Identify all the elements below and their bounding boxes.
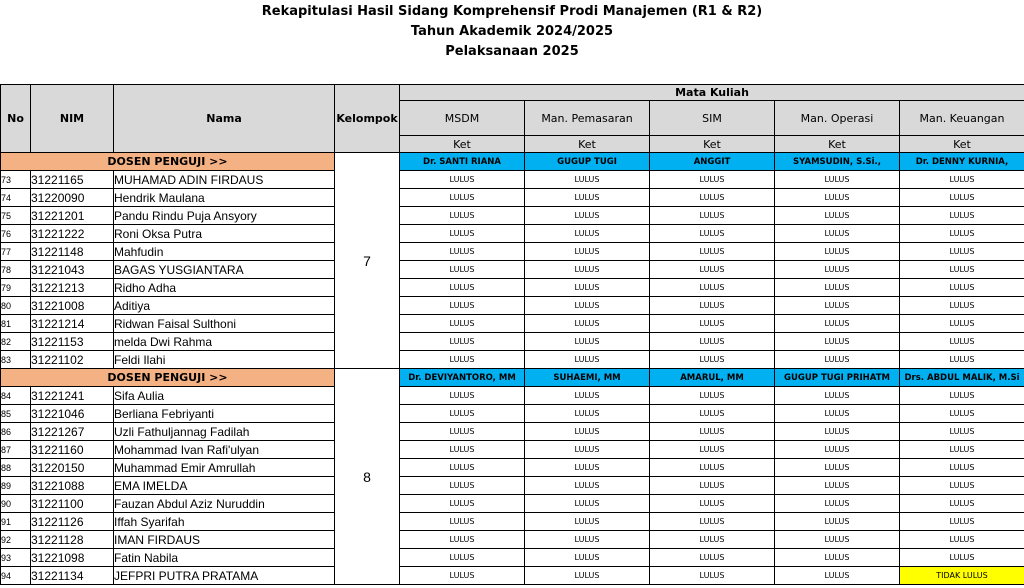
result-status: LULUS <box>775 495 900 513</box>
result-status: LULUS <box>525 189 650 207</box>
table-row <box>1 207 1024 225</box>
row-number: 89 <box>1 477 31 495</box>
result-status: LULUS <box>900 441 1024 459</box>
result-status: LULUS <box>525 459 650 477</box>
row-number: 87 <box>1 441 31 459</box>
student-name: Aditiya <box>114 297 335 315</box>
report-title: Rekapitulasi Hasil Sidang Komprehensif Prodi Manajemen (R1 & R2) <box>261 4 763 19</box>
result-status: LULUS <box>900 171 1024 189</box>
table-row <box>1 459 1024 477</box>
result-status: LULUS <box>400 351 525 369</box>
result-status: LULUS <box>900 243 1024 261</box>
student-name: BAGAS YUSGIANTARA <box>114 261 335 279</box>
result-status: LULUS <box>400 189 525 207</box>
header-subject-keuangan: Man. Keuangan <box>900 101 1024 136</box>
table-row <box>1 495 1024 513</box>
student-nim: 31221153 <box>31 333 114 351</box>
result-status: LULUS <box>775 225 900 243</box>
table-row <box>1 189 1024 207</box>
result-status: LULUS <box>650 387 775 405</box>
dosen-penguji-name: SYAMSUDIN, S.Si., <box>775 153 900 171</box>
row-number: 75 <box>1 207 31 225</box>
dosen-penguji-name: GUGUP TUGI PRIHATM <box>775 369 900 387</box>
table-row <box>1 405 1024 423</box>
student-name: Mahfudin <box>114 243 335 261</box>
dosen-penguji-row <box>1 369 1024 387</box>
dosen-penguji-name: Drs. ABDUL MALIK, M.Si <box>900 369 1024 387</box>
student-name: Ridwan Faisal Sulthoni <box>114 315 335 333</box>
result-status: LULUS <box>650 531 775 549</box>
dosen-penguji-row <box>1 153 1024 171</box>
result-status: LULUS <box>900 459 1024 477</box>
row-number: 86 <box>1 423 31 441</box>
row-number: 76 <box>1 225 31 243</box>
result-status: LULUS <box>775 279 900 297</box>
header-ket: Ket <box>525 136 650 153</box>
row-number: 78 <box>1 261 31 279</box>
student-name: Mohammad Ivan Rafi'ulyan <box>114 441 335 459</box>
result-status: LULUS <box>775 333 900 351</box>
student-name: Sifa Aulia <box>114 387 335 405</box>
header-nim: NIM <box>31 85 114 153</box>
result-status: LULUS <box>650 189 775 207</box>
student-name: MUHAMAD ADIN FIRDAUS <box>114 171 335 189</box>
result-status: LULUS <box>650 225 775 243</box>
result-status: LULUS <box>650 333 775 351</box>
result-status: LULUS <box>400 549 525 567</box>
result-status: LULUS <box>400 225 525 243</box>
student-nim: 31220090 <box>31 189 114 207</box>
result-status: LULUS <box>900 333 1024 351</box>
result-status: LULUS <box>900 207 1024 225</box>
result-status: LULUS <box>400 495 525 513</box>
table-row <box>1 477 1024 495</box>
result-status: LULUS <box>525 495 650 513</box>
student-nim: 31221043 <box>31 261 114 279</box>
table-row <box>1 279 1024 297</box>
student-name: Pandu Rindu Puja Ansyory <box>114 207 335 225</box>
student-nim: 31221213 <box>31 279 114 297</box>
result-status: LULUS <box>775 567 900 585</box>
table-row <box>1 567 1024 585</box>
student-nim: 31221214 <box>31 315 114 333</box>
result-status: LULUS <box>525 333 650 351</box>
result-status: LULUS <box>650 513 775 531</box>
student-nim: 31221241 <box>31 387 114 405</box>
result-status: LULUS <box>525 387 650 405</box>
student-name: Feldi Ilahi <box>114 351 335 369</box>
student-nim: 31221098 <box>31 549 114 567</box>
result-status: LULUS <box>650 315 775 333</box>
result-status: LULUS <box>525 477 650 495</box>
result-status: LULUS <box>400 261 525 279</box>
result-status: LULUS <box>525 405 650 423</box>
result-status: LULUS <box>775 243 900 261</box>
result-status: LULUS <box>900 405 1024 423</box>
student-nim: 31221128 <box>31 531 114 549</box>
student-nim: 31221148 <box>31 243 114 261</box>
kelompok-number: 7 <box>335 153 400 369</box>
table-row <box>1 333 1024 351</box>
student-name: IMAN FIRDAUS <box>114 531 335 549</box>
header-subject-msdm: MSDM <box>400 101 525 136</box>
dosen-penguji-name: ANGGIT <box>650 153 775 171</box>
dosen-penguji-label: DOSEN PENGUJI >> <box>1 369 335 387</box>
result-status: LULUS <box>400 207 525 225</box>
result-status: LULUS <box>650 477 775 495</box>
result-status: LULUS <box>650 171 775 189</box>
result-status: LULUS <box>775 459 900 477</box>
student-name: melda Dwi Rahma <box>114 333 335 351</box>
result-status: LULUS <box>900 387 1024 405</box>
student-nim: 31221126 <box>31 513 114 531</box>
result-status: LULUS <box>400 279 525 297</box>
student-name: JEFPRI PUTRA PRATAMA <box>114 567 335 585</box>
result-status: LULUS <box>900 315 1024 333</box>
result-status: LULUS <box>525 513 650 531</box>
student-nim: 31221102 <box>31 351 114 369</box>
row-number: 85 <box>1 405 31 423</box>
row-number: 73 <box>1 171 31 189</box>
report-title-block <box>0 2 1024 62</box>
result-status: LULUS <box>400 387 525 405</box>
result-status: LULUS <box>400 567 525 585</box>
result-status: LULUS <box>775 513 900 531</box>
dosen-penguji-name: Dr. DENNY KURNIA, <box>900 153 1024 171</box>
student-nim: 31221046 <box>31 405 114 423</box>
result-status: LULUS <box>525 549 650 567</box>
result-status: LULUS <box>900 495 1024 513</box>
student-name: Hendrik Maulana <box>114 189 335 207</box>
dosen-penguji-name: AMARUL, MM <box>650 369 775 387</box>
result-status: LULUS <box>525 441 650 459</box>
header-kelompok: Kelompok <box>335 85 400 153</box>
table-row <box>1 531 1024 549</box>
result-status: LULUS <box>775 405 900 423</box>
row-number: 79 <box>1 279 31 297</box>
result-status: LULUS <box>775 549 900 567</box>
result-status: LULUS <box>900 423 1024 441</box>
student-nim: 31221088 <box>31 477 114 495</box>
result-status: LULUS <box>400 531 525 549</box>
table-row <box>1 225 1024 243</box>
student-nim: 31221165 <box>31 171 114 189</box>
student-name: Berliana Febriyanti <box>114 405 335 423</box>
result-status: LULUS <box>650 441 775 459</box>
result-status: LULUS <box>400 477 525 495</box>
header-ket: Ket <box>400 136 525 153</box>
student-name: Muhammad Emir Amrullah <box>114 459 335 477</box>
student-name: EMA IMELDA <box>114 477 335 495</box>
row-number: 81 <box>1 315 31 333</box>
result-status: LULUS <box>775 351 900 369</box>
result-status: LULUS <box>900 513 1024 531</box>
result-status: LULUS <box>650 567 775 585</box>
header-ket: Ket <box>650 136 775 153</box>
result-status: LULUS <box>775 441 900 459</box>
report-period: Pelaksanaan 2025 <box>445 44 579 59</box>
result-status: LULUS <box>650 423 775 441</box>
result-status: LULUS <box>650 351 775 369</box>
result-status: LULUS <box>525 243 650 261</box>
result-status: LULUS <box>400 405 525 423</box>
row-number: 83 <box>1 351 31 369</box>
result-status: LULUS <box>525 567 650 585</box>
student-nim: 31221201 <box>31 207 114 225</box>
student-name: Fatin Nabila <box>114 549 335 567</box>
result-status: LULUS <box>775 387 900 405</box>
result-status: LULUS <box>400 513 525 531</box>
dosen-penguji-name: GUGUP TUGI <box>525 153 650 171</box>
result-status: LULUS <box>900 189 1024 207</box>
row-number: 88 <box>1 459 31 477</box>
dosen-penguji-name: SUHAEMI, MM <box>525 369 650 387</box>
table-row <box>1 441 1024 459</box>
result-status: LULUS <box>400 423 525 441</box>
header-subject-sim: SIM <box>650 101 775 136</box>
result-status: LULUS <box>400 297 525 315</box>
results-table <box>0 84 1024 585</box>
header-subject-operasi: Man. Operasi <box>775 101 900 136</box>
result-status: LULUS <box>900 225 1024 243</box>
table-row <box>1 243 1024 261</box>
result-status: LULUS <box>775 531 900 549</box>
header-no: No <box>1 85 31 153</box>
row-number: 77 <box>1 243 31 261</box>
header-ket: Ket <box>775 136 900 153</box>
results-table-body <box>1 153 1024 585</box>
result-status: LULUS <box>775 423 900 441</box>
result-status: TIDAK LULUS <box>900 567 1024 585</box>
student-nim: 31221267 <box>31 423 114 441</box>
result-status: LULUS <box>525 423 650 441</box>
row-number: 94 <box>1 567 31 585</box>
row-number: 74 <box>1 189 31 207</box>
row-number: 92 <box>1 531 31 549</box>
result-status: LULUS <box>400 441 525 459</box>
header-ket: Ket <box>900 136 1024 153</box>
kelompok-number: 8 <box>335 369 400 585</box>
result-status: LULUS <box>525 315 650 333</box>
result-status: LULUS <box>400 459 525 477</box>
student-name: Roni Oksa Putra <box>114 225 335 243</box>
table-row <box>1 261 1024 279</box>
report-academic-year: Tahun Akademik 2024/2025 <box>410 24 614 39</box>
student-nim: 31221222 <box>31 225 114 243</box>
result-status: LULUS <box>650 279 775 297</box>
header-nama: Nama <box>114 85 335 153</box>
dosen-penguji-label: DOSEN PENGUJI >> <box>1 153 335 171</box>
result-status: LULUS <box>650 549 775 567</box>
result-status: LULUS <box>900 261 1024 279</box>
result-status: LULUS <box>900 279 1024 297</box>
result-status: LULUS <box>400 243 525 261</box>
row-number: 90 <box>1 495 31 513</box>
result-status: LULUS <box>900 297 1024 315</box>
result-status: LULUS <box>775 477 900 495</box>
result-status: LULUS <box>775 207 900 225</box>
header-mata-kuliah: Mata Kuliah <box>400 85 1024 101</box>
result-status: LULUS <box>400 333 525 351</box>
result-status: LULUS <box>900 351 1024 369</box>
result-status: LULUS <box>650 243 775 261</box>
result-status: LULUS <box>650 405 775 423</box>
result-status: LULUS <box>775 261 900 279</box>
table-row <box>1 297 1024 315</box>
student-name: Uzli Fathuljannag Fadilah <box>114 423 335 441</box>
dosen-penguji-name: Dr. DEVIYANTORO, MM <box>400 369 525 387</box>
student-nim: 31221134 <box>31 567 114 585</box>
table-row <box>1 315 1024 333</box>
row-number: 91 <box>1 513 31 531</box>
result-status: LULUS <box>525 351 650 369</box>
result-status: LULUS <box>650 261 775 279</box>
result-status: LULUS <box>775 171 900 189</box>
table-row <box>1 351 1024 369</box>
result-status: LULUS <box>525 279 650 297</box>
student-nim: 31220150 <box>31 459 114 477</box>
student-nim: 31221100 <box>31 495 114 513</box>
result-status: LULUS <box>775 315 900 333</box>
dosen-penguji-name: Dr. SANTI RIANA <box>400 153 525 171</box>
student-nim: 31221008 <box>31 297 114 315</box>
student-name: Fauzan Abdul Aziz Nuruddin <box>114 495 335 513</box>
table-row <box>1 549 1024 567</box>
result-status: LULUS <box>775 189 900 207</box>
result-status: LULUS <box>650 297 775 315</box>
result-status: LULUS <box>525 207 650 225</box>
result-status: LULUS <box>400 315 525 333</box>
result-status: LULUS <box>400 171 525 189</box>
result-status: LULUS <box>650 459 775 477</box>
result-status: LULUS <box>900 549 1024 567</box>
result-status: LULUS <box>900 531 1024 549</box>
row-number: 84 <box>1 387 31 405</box>
result-status: LULUS <box>650 207 775 225</box>
header-subject-pemasaran: Man. Pemasaran <box>525 101 650 136</box>
result-status: LULUS <box>900 477 1024 495</box>
result-status: LULUS <box>650 495 775 513</box>
result-status: LULUS <box>525 171 650 189</box>
table-row <box>1 387 1024 405</box>
result-status: LULUS <box>775 297 900 315</box>
student-name: Ridho Adha <box>114 279 335 297</box>
result-status: LULUS <box>525 261 650 279</box>
result-status: LULUS <box>525 531 650 549</box>
row-number: 80 <box>1 297 31 315</box>
result-status: LULUS <box>525 225 650 243</box>
row-number: 93 <box>1 549 31 567</box>
result-status: LULUS <box>525 297 650 315</box>
table-row <box>1 171 1024 189</box>
table-row <box>1 423 1024 441</box>
row-number: 82 <box>1 333 31 351</box>
student-name: Iffah Syarifah <box>114 513 335 531</box>
student-nim: 31221160 <box>31 441 114 459</box>
table-row <box>1 513 1024 531</box>
